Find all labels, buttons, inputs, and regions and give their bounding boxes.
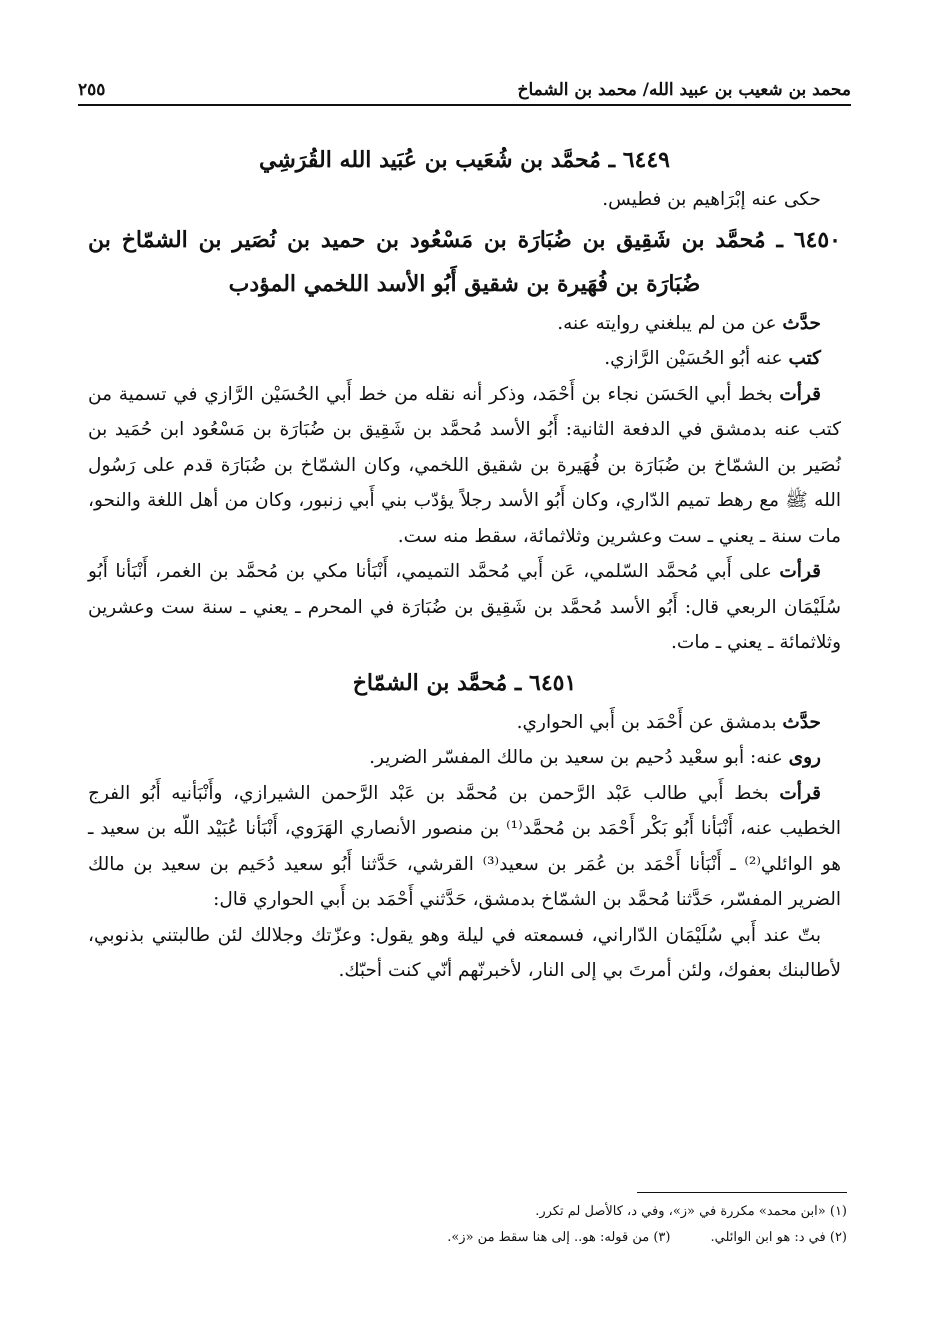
paragraph-text: بخط أبي الحَسَن نجاء بن أَحْمَد، وذكر أنه نقله من خط أَبي الحُسَيْن الرَّازي في تسمية من كتب عنه بدمشق في الدفعة الثانية: أَبُو الأسد مُحمَّد بن شَقِيق بن ضُبَارَة بن مَسْعُود ابن حُمَيد بن نُصَير بن الشمّاخ بن ضُبَارَة بن فُهَيرة بن شقيق اللخمي، وكان الشمّاخ بن ضُبَارَة قدم على رَسُول الله ﷺ مع رهط تميم الدّاري، وكان أَبُو الأسد رجلاً يؤدّب بني أَبي زنبور، وكان من أهل اللغة والنحو، مات سنة ـ يعني ـ ست وعشرين وثلاثمائة، سقط منه ست. (88, 383, 841, 547)
paragraph-keyword: حدَّث (782, 312, 821, 334)
page-number: ٢٥٥ (78, 80, 106, 100)
page-header (78, 66, 851, 106)
paragraph-keyword: روى (788, 747, 821, 768)
entry-title-6449: ٦٤٤٩ ـ مُحمَّد بن شُعَيب بن عُبَيد الله القُرَشِي (259, 147, 670, 173)
paragraph-text: حكى عنه إبْرَاهيم بن فطيس. (602, 189, 821, 210)
page-body (88, 138, 841, 989)
paragraph-text: بتّ عند أَبي سُلَيْمَان الدّاراني، فسمعته في ليلة وهو يقول: وعزّتك وجلالك لئن طالبتني بذنوبي، لأطالبنك بعفوك، ولئن أمرتَ بي إلى النار، لأخبرنّهم أنّي كنت أحبّك. (88, 924, 841, 981)
entry-paragraph (88, 377, 841, 555)
paragraph-keyword: قرأت (779, 782, 821, 804)
footnote-2: (٢) في د: هو ابن الوائلي. (710, 1230, 847, 1245)
paragraph-text: بخط أَبي طالب عَبْد الرَّحمن بن مُحمَّد بن عَبْد الرَّحمن الشيرازي، وأَنْبَأنيه أَبُو الفرج الخطيب عنه، أَنْبَأنا أَبُو بَكْر أَحْمَد بن مُحمَّد⁽¹⁾ بن منصور الأنصاري الهَرَوي، أَنْبَأنا عُبَيْد اللّه بن سعيد ـ هو الوائلي⁽²⁾ ـ أَنْبَأنا أَحْمَد بن عُمَر بن سعيد⁽³⁾ القرشي، حَدَّثنا أَبُو سعيد دُحَيم بن سعيد بن مالك الضرير المفسّر، حَدَّثنا مُحمَّد بن الشمّاخ بدمشق، حَدَّثني أَحْمَد بن أَبي الحواري قال: (88, 782, 842, 910)
paragraph-keyword: قرأت (779, 383, 821, 405)
entry-paragraph (88, 554, 841, 661)
footnote-3: (٣) من قوله: هو.. إلى هنا سقط من «ز». (447, 1230, 671, 1245)
entry-paragraph (88, 740, 841, 776)
entry-paragraph (88, 306, 841, 342)
paragraph-keyword: كتب (788, 348, 821, 369)
entry-paragraph (88, 341, 841, 377)
running-title: محمد بن شعيب بن عبيد الله/ محمد بن الشماخ (517, 80, 851, 100)
entry-title-6450: ٦٤٥٠ ـ مُحمَّد بن شَقِيق بن ضُبَارَة بن مَسْعُود بن حميد بن نُصَير بن الشمّاخ بن ضُبَارَة بن فُهَيرة بن شقيق أَبُو الأسد اللخمي المؤدب (88, 226, 841, 297)
entry-paragraph (88, 776, 841, 918)
paragraph-text: بدمشق عن أَحْمَد بن أَبي الحواري. (516, 711, 783, 733)
entry-title-6451: ٦٤٥١ ـ مُحمَّد بن الشمّاخ (352, 669, 577, 696)
footnotes (90, 1192, 847, 1251)
entry-paragraph (88, 705, 841, 741)
paragraph-text: على أَبي مُحمَّد السّلمي، عَن أَبي مُحمَّد التميمي، أَنْبَأنا مكي بن مُحمَّد بن الغمر، أَنْبَأنا أَبُو سُلَيْمَان الربعي قال: أَبُو الأسد مُحمَّد بن شَقِيق بن ضُبَارَة في المحرم ـ يعني ـ سنة ست وعشرين وثلاثمائة ـ يعني ـ مات. (88, 561, 841, 653)
paragraph-text: عن من لم يبلغني روايته عنه. (557, 312, 783, 334)
paragraph-keyword: قرأت (779, 561, 821, 582)
footnote-1: (١) «ابن محمد» مكررة في «ز»، وفي د، كالأصل لم تكرر. (535, 1204, 847, 1219)
footnote-divider (637, 1192, 847, 1193)
entry-paragraph (88, 182, 841, 218)
footnote-row (90, 1225, 847, 1251)
paragraph-text: عنه أبُو الحُسَيْن الرَّازي. (604, 348, 789, 369)
entry-paragraph (88, 918, 841, 989)
paragraph-text: عنه: أبو سعْيد دُحيم بن سعيد بن مالك المفسّر الضرير. (369, 747, 789, 768)
paragraph-keyword: حدَّث (782, 711, 821, 733)
